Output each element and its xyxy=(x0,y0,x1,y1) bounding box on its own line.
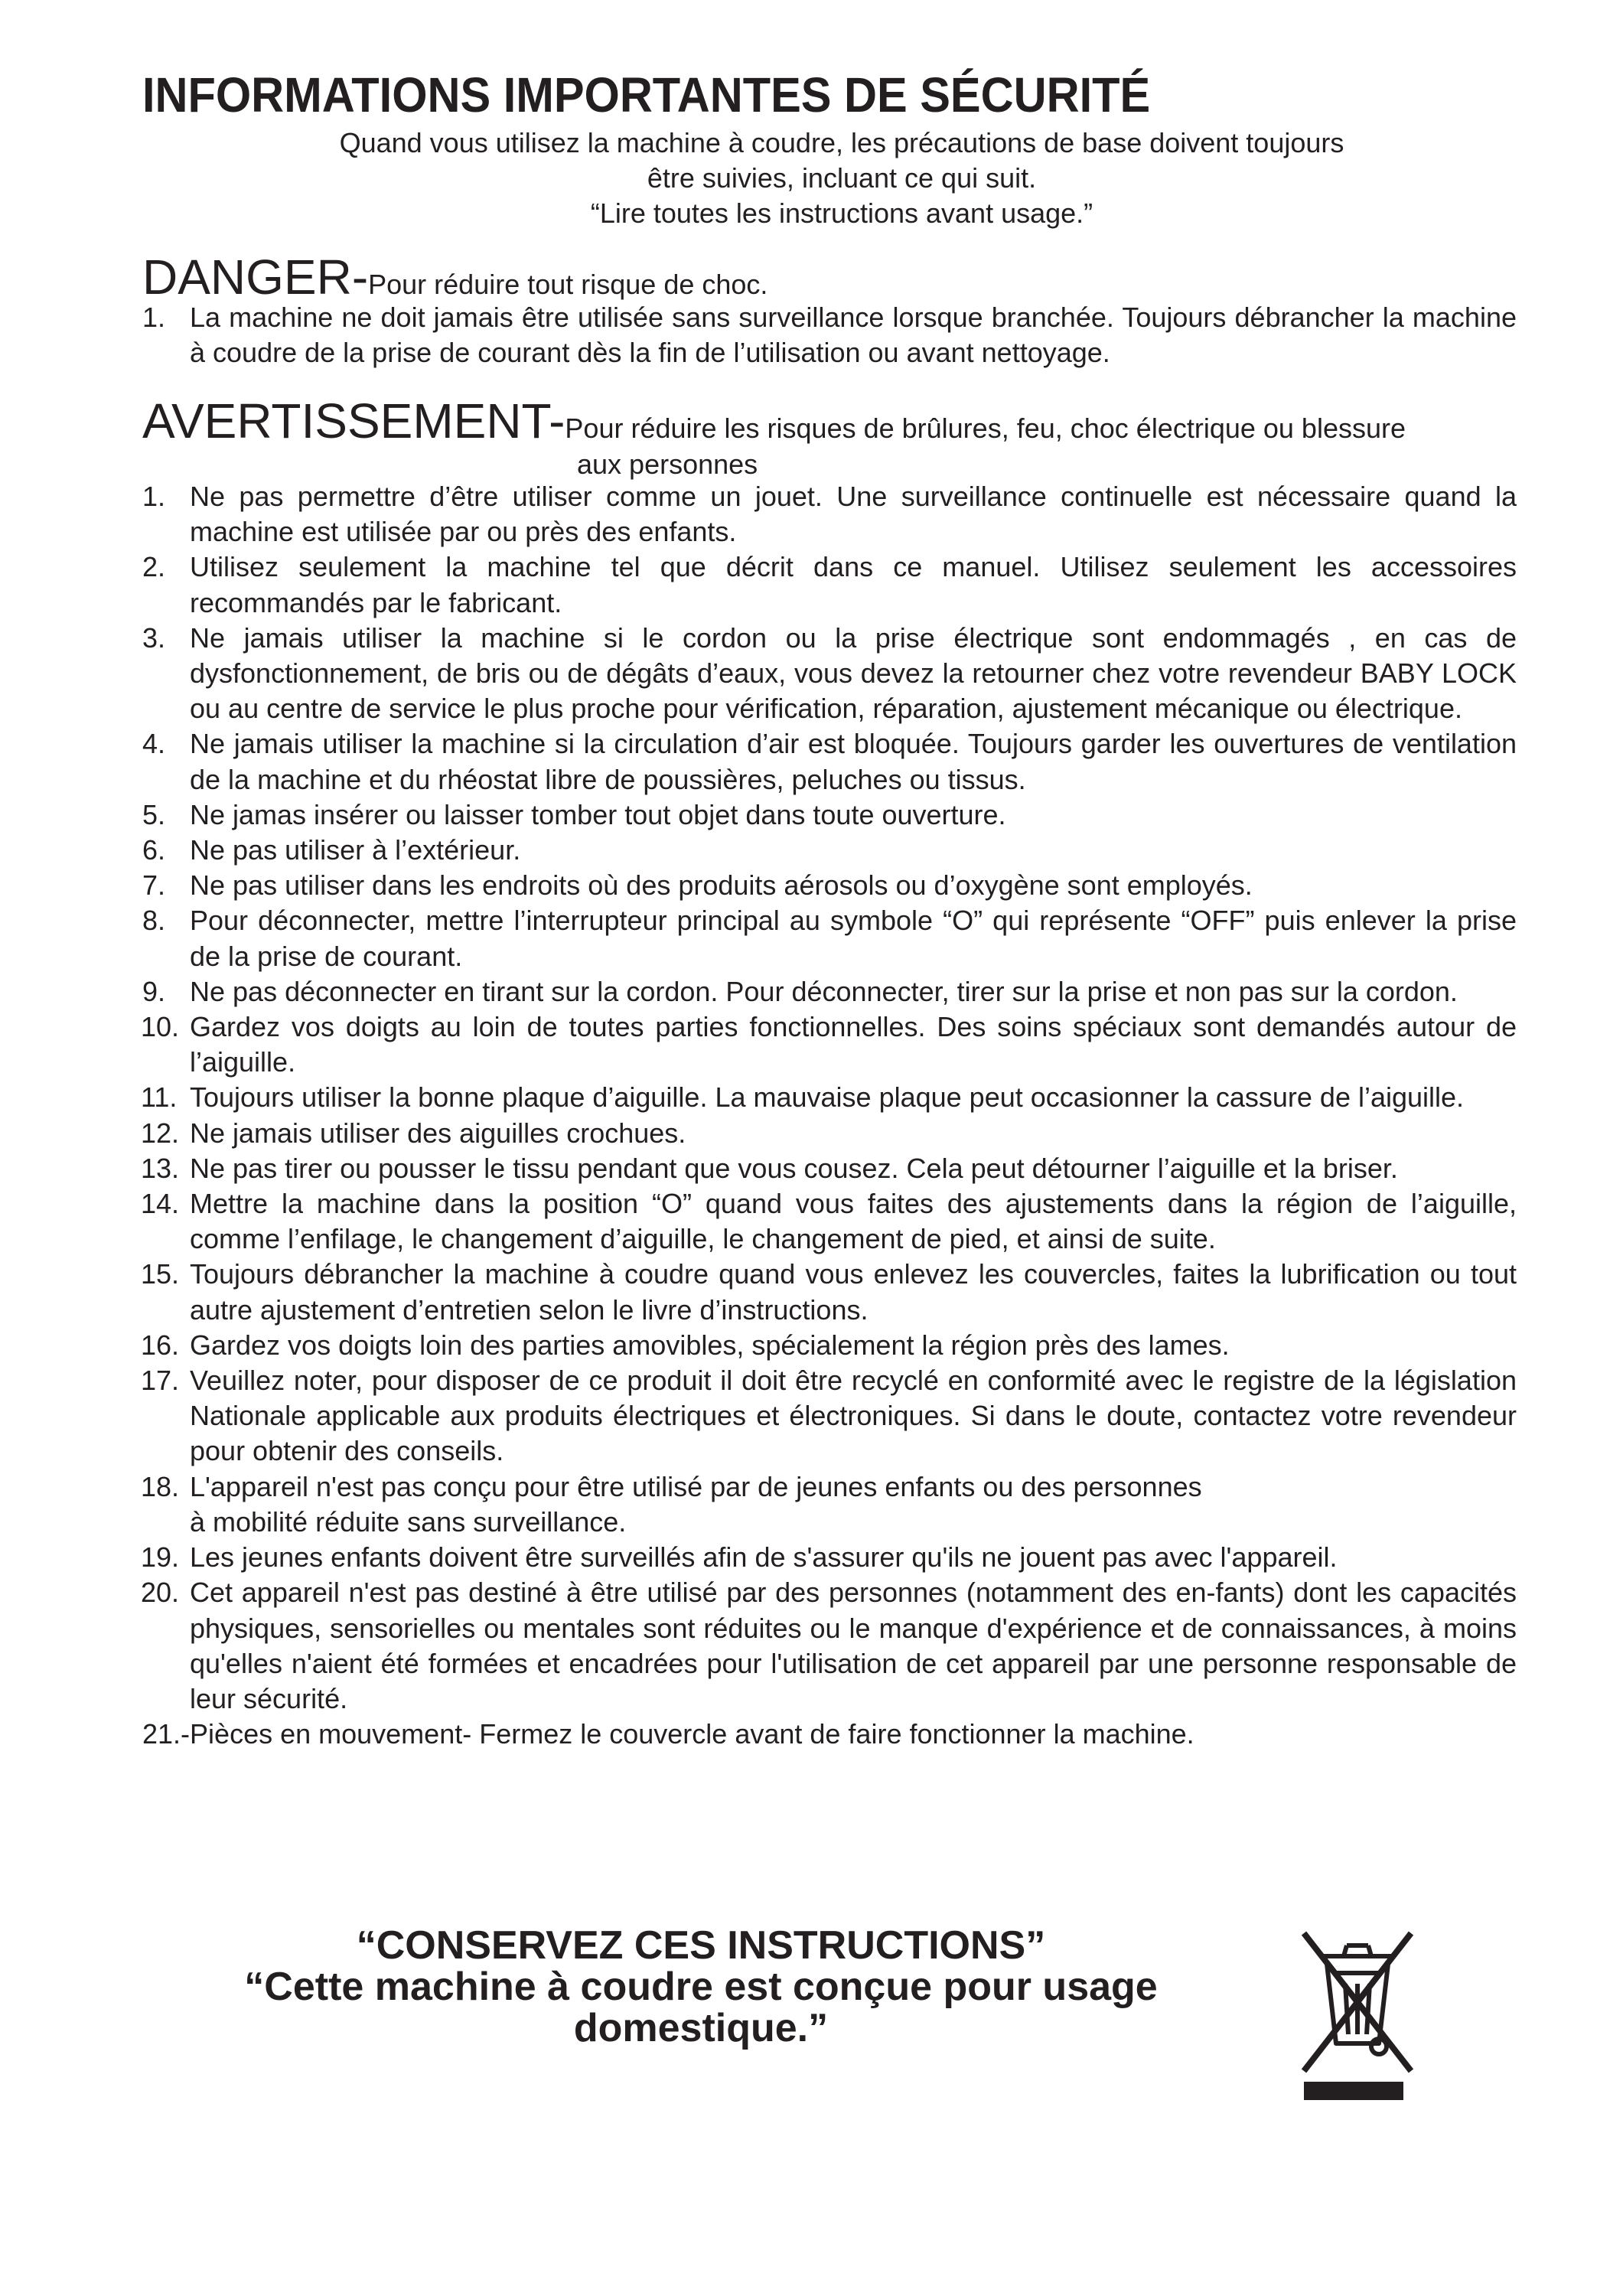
item-number: 9. xyxy=(142,975,166,1007)
list-item xyxy=(142,1363,1517,1469)
list-item xyxy=(142,1151,1517,1186)
item-text: Toujours débrancher la machine à coudre quand vous enlevez les couvercles, faites la lubrification ou tout autre ajustement d’entretien selon le livre d’instructions. xyxy=(190,1258,1517,1326)
item-text: Ne pas tirer ou pousser le tissu pendant que vous cousez. Cela peut détourner l’aiguille et la briser. xyxy=(190,1152,1398,1184)
closing-line-2: “Cette machine à coudre est conçue pour usage xyxy=(244,1965,1158,2009)
item-number: 8. xyxy=(142,905,166,937)
item-number: 19. xyxy=(141,1541,180,1574)
avertissement-text-cont: aux personnes xyxy=(577,448,758,480)
list-item xyxy=(142,833,1517,868)
danger-list xyxy=(142,300,1517,370)
list-item xyxy=(142,1717,1517,1752)
item-number: 12. xyxy=(141,1117,180,1149)
list-item xyxy=(142,1575,1517,1717)
item-text: 21.-Pièces en mouvement- Fermez le couvercle avant de faire fonctionner la machine. xyxy=(142,1718,1194,1750)
avertissement-text: Pour réduire les risques de brûlures, feu, choc électrique ou blessure xyxy=(565,413,1406,444)
item-number: 17. xyxy=(141,1365,180,1397)
item-text: L'appareil n'est pas conçu pour être utilisé par de jeunes enfants ou des personnes à mobilité réduite sans surveillance. xyxy=(190,1470,1202,1538)
danger-heading xyxy=(142,249,768,305)
item-text: Utilisez seulement la machine tel que décrit dans ce manuel. Utilisez seulement les accessoires recommandés par le fabricant. xyxy=(190,551,1517,618)
item-number: 11. xyxy=(141,1081,178,1114)
item-text: Cet appareil n'est pas destiné à être utilisé par des personnes (notamment des en-fants) dont les capacités physiques, sensorielles ou mentales sont réduites ou le manque d'expérience et de connaissances, à moins qu'elles n'aient été formées et encadrées pour l'utilisation de cet appareil par une personne responsable de leur sécurité. xyxy=(190,1577,1517,1714)
list-item xyxy=(142,1116,1517,1151)
crossed-out-wheelie-bin-icon xyxy=(1296,1929,1419,2100)
danger-label: DANGER- xyxy=(142,249,369,305)
item-text: Ne jamas insérer ou laisser tomber tout objet dans toute ouverture. xyxy=(190,798,1006,830)
page-title: INFORMATIONS IMPORTANTES DE SÉCURITÉ xyxy=(142,67,1151,122)
list-item xyxy=(142,1009,1517,1080)
list-item xyxy=(142,300,1517,370)
item-number: 16. xyxy=(141,1329,180,1361)
item-text: Mettre la machine dans la position “O” quand vous faites des ajustements dans la région de l’aiguille, comme l’enfilage, le changement d’aiguille, le changement de pied, et ainsi de suite. xyxy=(190,1188,1517,1255)
list-item xyxy=(142,868,1517,903)
avertissement-heading xyxy=(142,393,1406,448)
avertissement-label: AVERTISSEMENT- xyxy=(142,393,565,448)
list-item xyxy=(142,726,1517,797)
item-text: Ne pas déconnecter en tirant sur la cordon. Pour déconnecter, tirer sur la prise et non pas sur la cordon. xyxy=(190,975,1458,1007)
item-number: 10. xyxy=(141,1011,180,1043)
item-text: La machine ne doit jamais être utilisée sans surveillance lorsque branchée. Toujours débrancher la machine à coudre de la prise de courant dès la fin de l’utilisation ou avant nettoyage. xyxy=(190,302,1517,369)
item-number: 3. xyxy=(142,621,166,654)
intro-line-3: “Lire toutes les instructions avant usage.” xyxy=(590,197,1093,229)
list-item xyxy=(142,797,1517,833)
item-number: 6. xyxy=(142,834,166,866)
item-number: 2. xyxy=(142,551,166,583)
list-item xyxy=(142,903,1517,974)
intro-line-2: être suivies, incluant ce qui suit. xyxy=(647,162,1037,194)
item-number: 18. xyxy=(141,1470,180,1502)
item-number: 14. xyxy=(141,1188,180,1220)
item-text: Ne jamais utiliser des aiguilles crochues. xyxy=(190,1117,686,1149)
item-text: Ne jamais utiliser la machine si le cordon ou la prise électrique sont endommagés , en cas de dysfonctionnement, de bris ou de dégâts d’eaux, vous devez la retourner chez votre revendeur BABY LOCK ou au centre de service le plus proche pour vérification, réparation, ajustement mécanique ou électrique. xyxy=(190,621,1517,725)
list-item xyxy=(142,550,1517,620)
item-number: 15. xyxy=(141,1258,180,1290)
danger-text: Pour réduire tout risque de choc. xyxy=(368,269,768,300)
item-number: 1. xyxy=(142,481,166,512)
item-text: Toujours utiliser la bonne plaque d’aiguille. La mauvaise plaque peut occasionner la cassure de l’aiguille. xyxy=(190,1081,1465,1114)
item-number: 20. xyxy=(141,1577,180,1609)
item-text: Ne pas permettre d’être utiliser comme un jouet. Une surveillance continuelle est nécessaire quand la machine est utilisée par ou près des enfants. xyxy=(190,481,1517,548)
closing-notice xyxy=(150,1925,1252,2049)
item-number: 4. xyxy=(142,728,166,760)
item-text: Pour déconnecter, mettre l’interrupteur principal au symbole “O” qui représente “OFF” puis enlever la prise de la prise de courant. xyxy=(190,905,1517,972)
list-item xyxy=(142,1328,1517,1363)
list-item xyxy=(142,1257,1517,1327)
list-item xyxy=(142,1186,1517,1257)
list-item xyxy=(142,1469,1517,1540)
item-text: Ne pas utiliser dans les endroits où des produits aérosols ou d’oxygène sont employés. xyxy=(190,869,1253,902)
item-text: Les jeunes enfants doivent être surveillés afin de s'assurer qu'ils ne jouent pas avec l'appareil. xyxy=(190,1541,1338,1574)
intro xyxy=(230,126,1454,231)
closing-line-3: domestique.” xyxy=(573,2006,829,2050)
item-number: 5. xyxy=(142,798,166,830)
item-number: 13. xyxy=(141,1152,180,1184)
list-item xyxy=(142,1080,1517,1115)
item-number: 7. xyxy=(142,869,166,902)
item-number: 1. xyxy=(142,302,166,333)
item-text: Ne jamais utiliser la machine si la circulation d’air est bloquée. Toujours garder les ouvertures de ventilation de la machine et du rhéostat libre de poussières, peluches ou tissus. xyxy=(190,728,1517,795)
item-text: Gardez vos doigts au loin de toutes parties fonctionnelles. Des soins spéciaux sont demandés autour de l’aiguille. xyxy=(190,1011,1517,1078)
list-item xyxy=(142,479,1517,550)
item-text: Ne pas utiliser à l’extérieur. xyxy=(190,834,521,866)
list-item xyxy=(142,621,1517,727)
item-text: Gardez vos doigts loin des parties amovibles, spécialement la région près des lames. xyxy=(190,1329,1230,1361)
intro-line-1: Quand vous utilisez la machine à coudre, les précautions de base doivent toujours xyxy=(339,127,1344,158)
list-item xyxy=(142,974,1517,1009)
list-item xyxy=(142,1540,1517,1575)
item-text: Veuillez noter, pour disposer de ce produit il doit être recyclé en conformité avec le registre de la législation Nationale applicable aux produits électriques et électroniques. Si dans le doute, contactez votre revendeur pour obtenir des conseils. xyxy=(190,1365,1517,1467)
closing-line-1: “CONSERVEZ CES INSTRUCTIONS” xyxy=(356,1923,1046,1968)
avertissement-list xyxy=(142,479,1517,1752)
